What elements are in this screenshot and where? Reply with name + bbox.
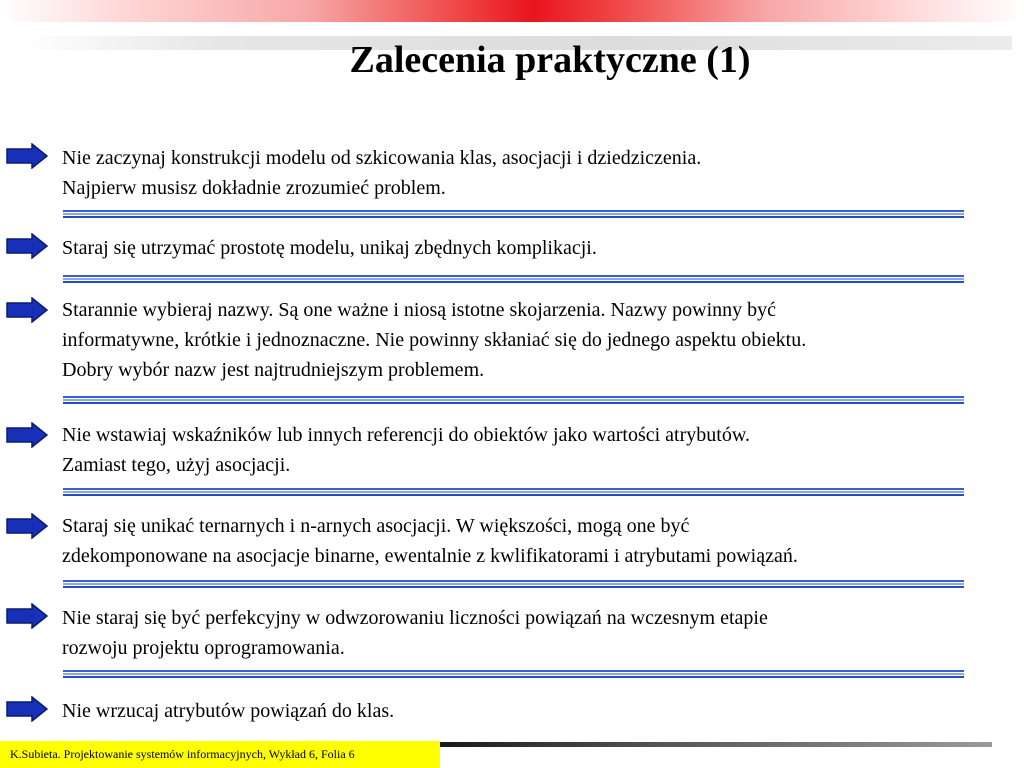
divider: [63, 210, 964, 219]
right-arrow-icon: [6, 513, 48, 539]
right-arrow-icon: [6, 233, 48, 259]
text-line: rozwoju projektu oprogramowania.: [62, 637, 345, 659]
divider: [63, 580, 964, 589]
right-arrow-icon: [6, 422, 48, 448]
bullet-text: [62, 233, 1022, 263]
top-gradient-bar: [0, 0, 1024, 22]
text-line: Starannie wybieraj nazwy. Są one ważne i niosą istotne skojarzenia. Nazwy powinny być: [62, 299, 777, 321]
divider: [63, 396, 964, 405]
text-line: Nie wstawiaj wskaźników lub innych referencji do obiektów jako wartości atrybutów.: [62, 424, 750, 446]
right-arrow-icon: [6, 603, 48, 629]
bullet-text: [62, 295, 1022, 385]
divider: [63, 488, 964, 497]
text-line: informatywne, krótkie i jednoznaczne. Nie powinny skłaniać się do jednego aspektu obiektu.: [62, 329, 807, 351]
text-line: Najpierw musisz dokładnie zrozumieć problem.: [62, 177, 446, 199]
text-line: Nie staraj się być perfekcyjny w odwzorowaniu liczności powiązań na wczesnym etapie: [62, 607, 768, 629]
right-arrow-icon: [6, 696, 48, 722]
text-line: Staraj się utrzymać prostotę modelu, unikaj zbędnych komplikacji.: [62, 237, 597, 259]
right-arrow-icon: [6, 143, 48, 169]
divider: [63, 275, 964, 284]
bullet-text: [62, 603, 1022, 663]
divider: [63, 670, 964, 679]
bottom-band: [440, 742, 992, 747]
right-arrow-icon: [6, 297, 48, 323]
bullet-text: [62, 696, 1022, 726]
bullet-text: [62, 143, 1022, 203]
text-line: Nie wrzucaj atrybutów powiązań do klas.: [62, 700, 395, 722]
text-line: Dobry wybór nazw jest najtrudniejszym problemem.: [62, 359, 485, 381]
text-line: Zamiast tego, użyj asocjacji.: [62, 454, 291, 476]
text-line: Staraj się unikać ternarnych i n-arnych asocjacji. W większości, mogą one być: [62, 515, 690, 537]
text-line: zdekomponowane na asocjacje binarne, ewentalnie z kwlifikatorami i atrybutami powiązań.: [62, 545, 798, 567]
text-line: Nie zaczynaj konstrukcji modelu od szkicowania klas, asocjacji i dziedziczenia.: [62, 147, 702, 169]
bullet-text: [62, 511, 1022, 571]
slide-footer: K.Subieta. Projektowanie systemów informacyjnych, Wykład 6, Folia 6: [0, 741, 440, 768]
slide-title: Zalecenia praktyczne (1): [349, 39, 751, 81]
bullet-text: [62, 420, 1022, 480]
